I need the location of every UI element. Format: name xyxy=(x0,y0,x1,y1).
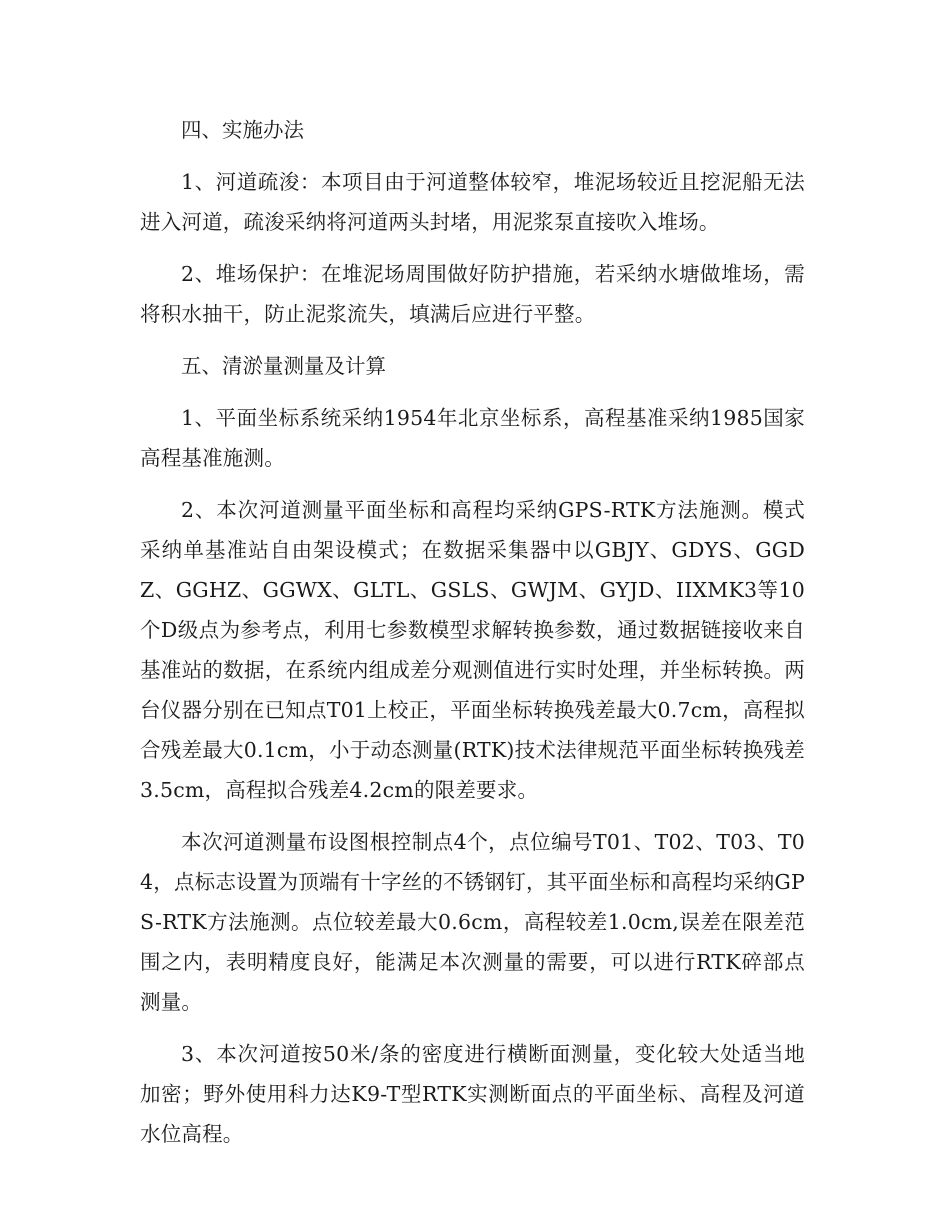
paragraph-cross-section-survey: 3、本次河道按50米/条的密度进行横断面测量，变化较大处适当地加密；野外使用科力达K9-T型RTK实测断面点的平面坐标、高程及河道水位高程。 xyxy=(140,1042,805,1146)
paragraph-yard-protection: 2、堆场保护：在堆泥场周围做好防护措施，若采纳水塘做堆场，需将积水抽干，防止泥浆流失，填满后应进行平整。 xyxy=(140,262,805,326)
paragraph-coordinate-system: 1、平面坐标系统采纳1954年北京坐标系，高程基准采纳1985国家高程基准施测。 xyxy=(140,406,805,470)
paragraph-control-points: 本次河道测量布设图根控制点4个，点位编号T01、T02、T03、T04，点标志设置为顶端有十字丝的不锈钢钉，其平面坐标和高程均采纳GPS-RTK方法施测。点位较差最大0.6cm，高程较差1.0cm,误差在限差范围之内，表明精度良好，能满足本次测量的需要，可以进行RTK碎部点测量。 xyxy=(140,830,805,1014)
paragraph-river-dredging: 1、河道疏浚：本项目由于河道整体较窄，堆泥场较近且挖泥船无法进入河道，疏浚采纳将河道两头封堵，用泥浆泵直接吹入堆场。 xyxy=(140,170,805,234)
paragraph-gps-rtk-method: 2、本次河道测量平面坐标和高程均采纳GPS-RTK方法施测。模式采纳单基准站自由架设模式；在数据采集器中以GBJY、GDYS、GGDZ、GGHZ、GGWX、GLTL、GSLS、GWJM、GYJD、IIXMK3等10个D级点为参考点，利用七参数模型求解转换参数，通过数据链接收来自基准站的数据，在系统内组成差分观测值进行实时处理，并坐标转换。两台仪器分别在已知点T01上校正，平面坐标转换残差最大0.7cm，高程拟合残差最大0.1cm，小于动态测量(RTK)技术法律规范平面坐标转换残差3.5cm，高程拟合残差4.2cm的限差要求。 xyxy=(140,498,805,802)
section-heading-implementation: 四、实施办法 xyxy=(181,118,304,142)
document-page xyxy=(140,110,805,1154)
section-heading-measurement: 五、清淤量测量及计算 xyxy=(181,354,386,378)
